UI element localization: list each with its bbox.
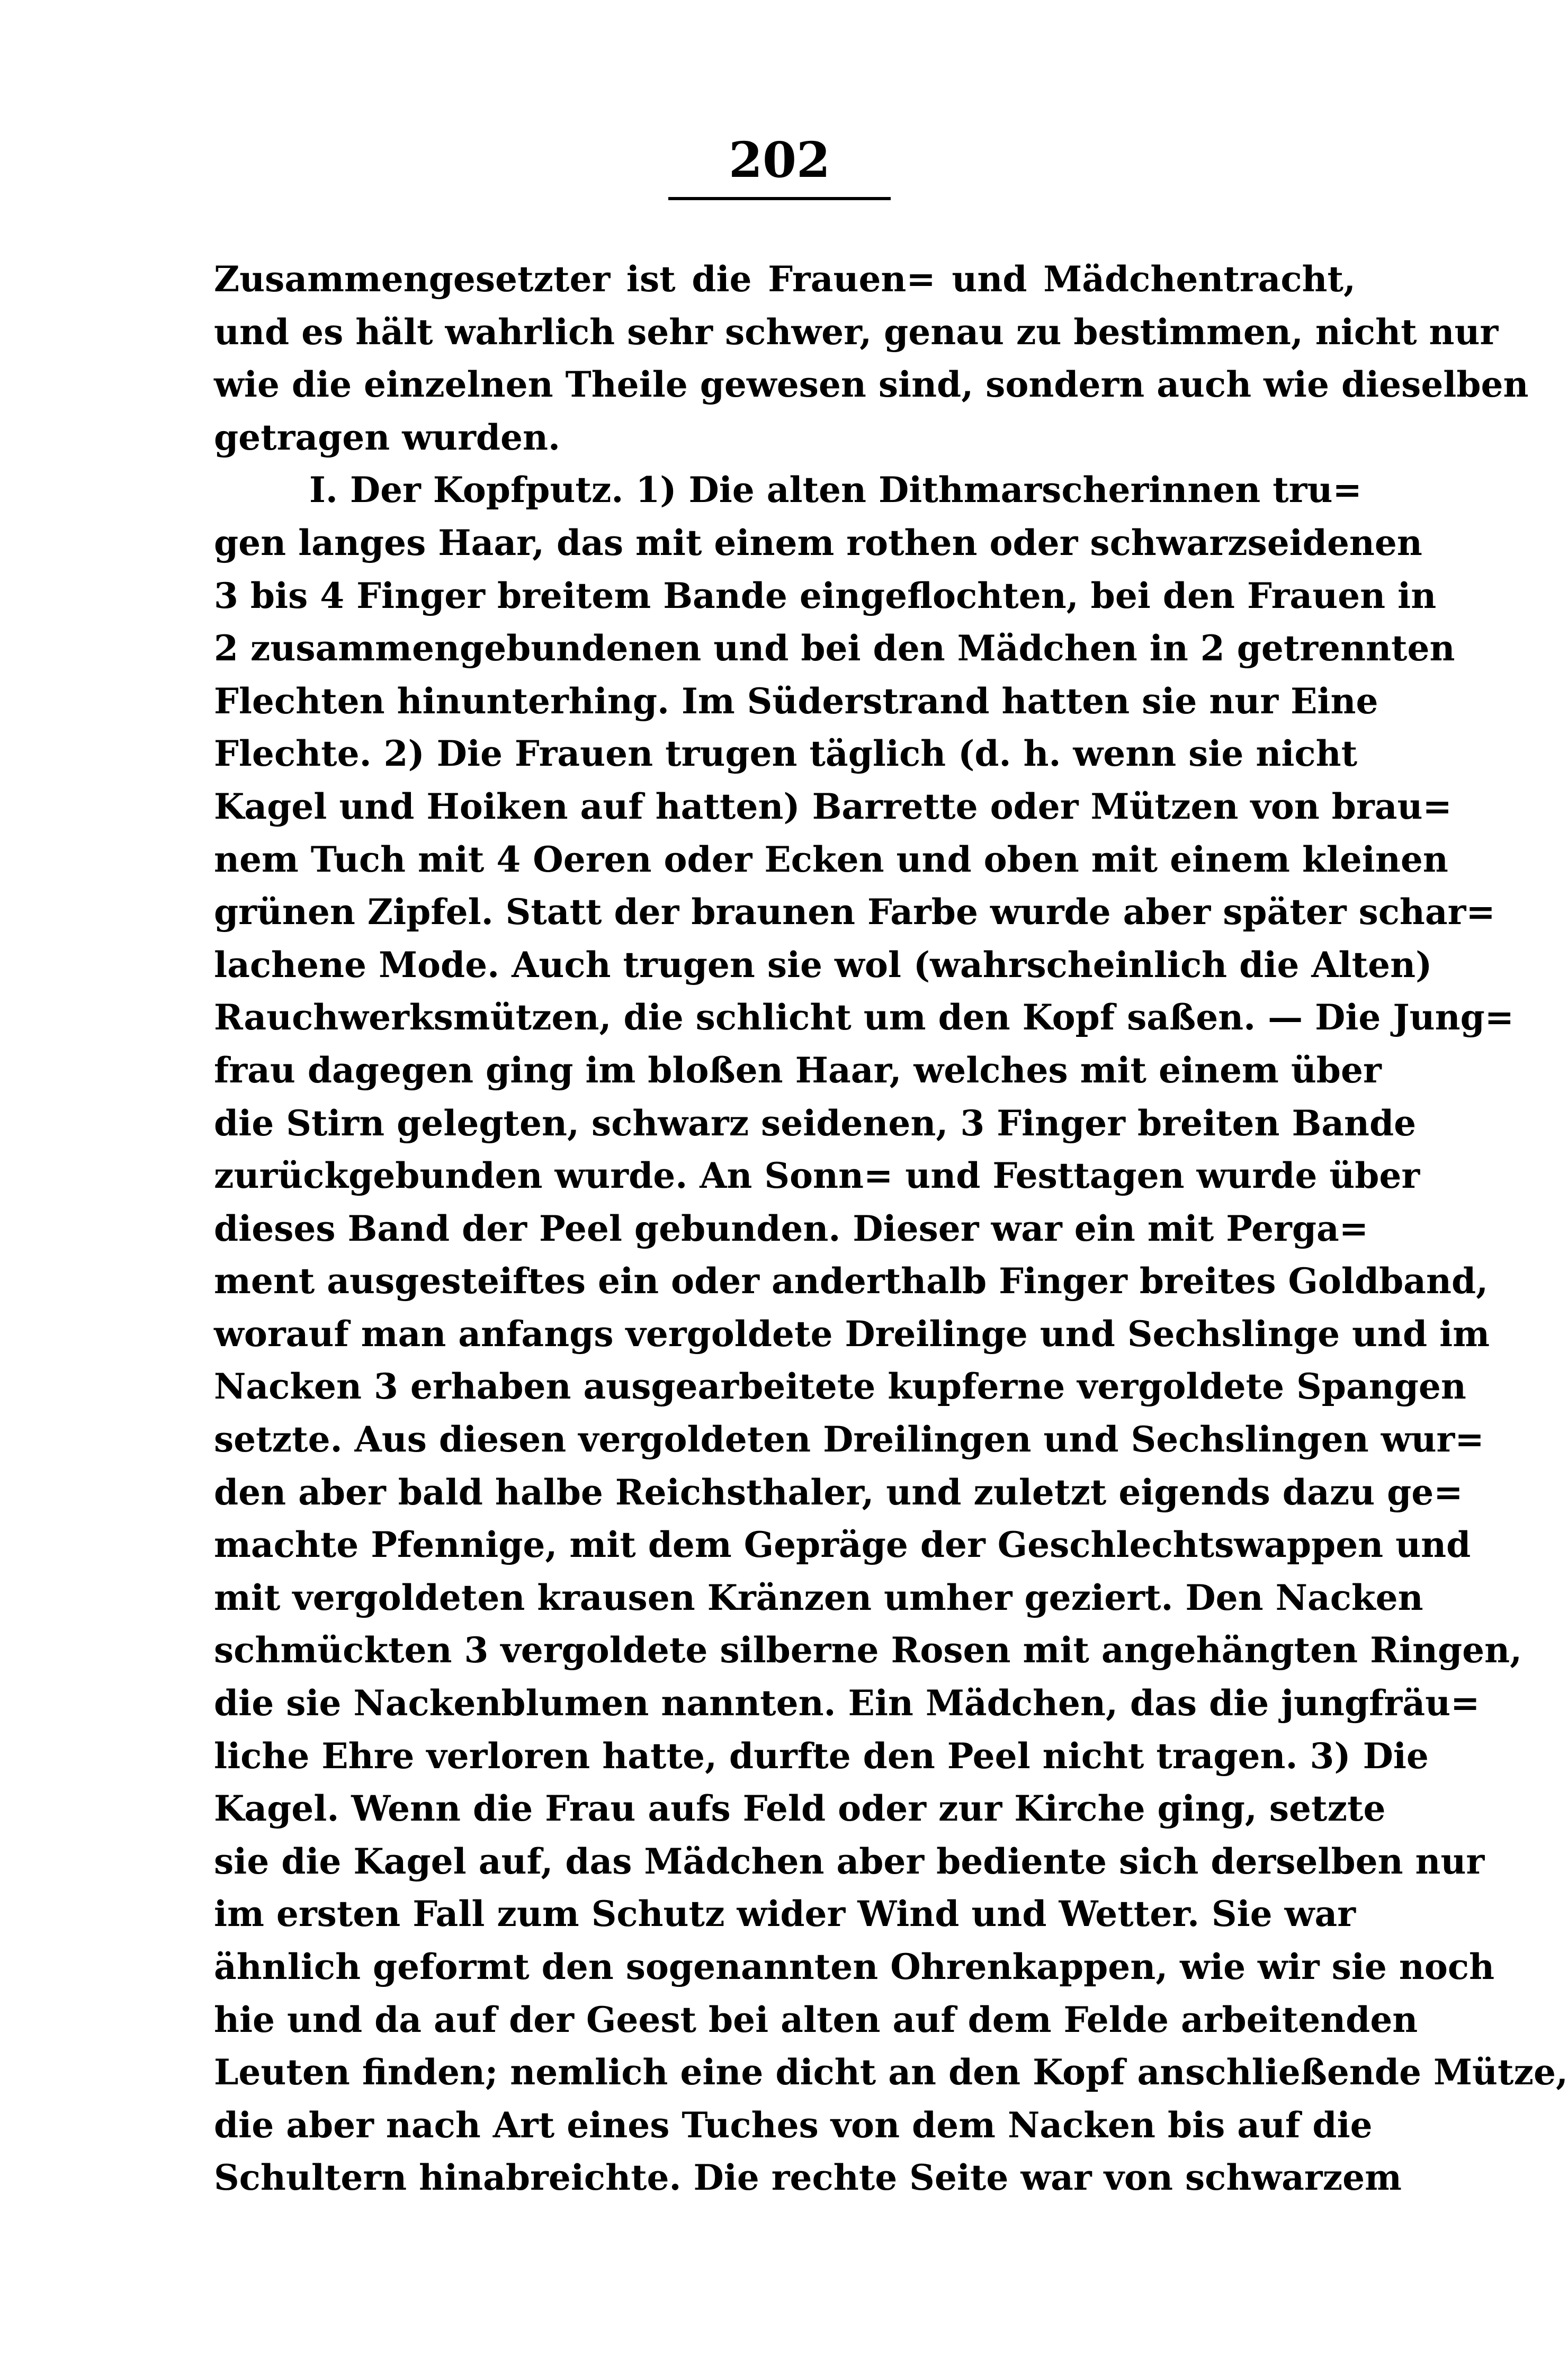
text-line: Kagel und Hoiken auf hatten) Barrette oder Mützen von brau= — [214, 785, 1452, 827]
text-line: worauf man anfangs vergoldete Dreilinge und Sechslinge und im — [214, 1313, 1490, 1355]
text-line: 2 zusammengebundenen und bei den Mädchen in 2 getrennten — [214, 628, 1455, 669]
text-line: die Stirn gelegten, schwarz seidenen, 3 Finger breiten Bande — [214, 1102, 1417, 1144]
text-line: schmückten 3 vergoldete silberne Rosen mit angehängten Ringen, — [214, 1629, 1522, 1671]
text-line: gen langes Haar, das mit einem rothen oder schwarzseidenen — [214, 522, 1422, 563]
text-line: die aber nach Art eines Tuches von dem Nacken bis auf die — [214, 2104, 1373, 2146]
text-line: Nacken 3 erhaben ausgearbeitete kupferne vergoldete Spangen — [214, 1366, 1466, 1408]
page-number: 202 — [728, 131, 831, 189]
text-line: machte Pfennige, mit dem Gepräge der Geschlechtswappen und — [214, 1524, 1471, 1566]
text-line: hie und da auf der Geest bei alten auf dem Felde arbeitenden — [214, 1999, 1418, 2040]
text-line: 3 bis 4 Finger breitem Bande eingeflochten, bei den Frauen in — [214, 575, 1437, 616]
text-line: nem Tuch mit 4 Oeren oder Ecken und oben mit einem kleinen — [214, 838, 1448, 880]
text-line: Flechte. 2) Die Frauen trugen täglich (d. h. wenn sie nicht — [214, 733, 1358, 775]
text-line: den aber bald halbe Reichsthaler, und zuletzt eigends dazu ge= — [214, 1471, 1463, 1513]
text-line: setzte. Aus diesen vergoldeten Dreilingen und Sechslingen wur= — [214, 1419, 1484, 1461]
text-line: grünen Zipfel. Statt der braunen Farbe wurde aber später schar= — [214, 891, 1495, 933]
text-line: Schultern hinabreichte. Die rechte Seite war von schwarzem — [214, 2157, 1402, 2199]
text-line: mit vergoldeten krausen Kränzen umher geziert. Den Nacken — [214, 1576, 1423, 1618]
text-line: im ersten Fall zum Schutz wider Wind und Wetter. Sie war — [214, 1893, 1356, 1935]
text-line: sie die Kagel auf, das Mädchen aber bediente sich derselben nur — [214, 1840, 1485, 1882]
text-line: Kagel. Wenn die Frau aufs Feld oder zur Kirche ging, setzte — [214, 1788, 1386, 1830]
text-line: Flechten hinunterhing. Im Süderstrand hatten sie nur Eine — [214, 680, 1378, 722]
text-line: liche Ehre verloren hatte, durfte den Peel nicht tragen. 3) Die — [214, 1735, 1429, 1777]
body-text — [214, 253, 1568, 2205]
text-line: I. Der Kopfputz. 1) Die alten Dithmarscherinnen tru= — [309, 469, 1362, 511]
text-line: frau dagegen ging im bloßen Haar, welches mit einem über — [214, 1049, 1382, 1091]
text-line: wie die einzelnen Theile gewesen sind, sondern auch wie dieselben — [214, 364, 1529, 406]
text-line: lachene Mode. Auch trugen sie wol (wahrscheinlich die Alten) — [214, 944, 1432, 986]
text-line: Rauchwerksmützen, die schlicht um den Kopf saßen. — Die Jung= — [214, 997, 1515, 1038]
text-line: dieses Band der Peel gebunden. Dieser war ein mit Perga= — [214, 1207, 1369, 1249]
text-line: ähnlich geformt den sogenannten Ohrenkappen, wie wir sie noch — [214, 1946, 1495, 1987]
text-line: Zusammengesetzter ist die Frauen= und Mädchentracht, — [214, 258, 1356, 300]
text-line: und es hält wahrlich sehr schwer, genau zu bestimmen, nicht nur — [214, 311, 1499, 353]
header-rule — [668, 197, 891, 200]
text-line: ment ausgesteiftes ein oder anderthalb Finger breites Goldband, — [214, 1260, 1489, 1302]
text-line: zurückgebunden wurde. An Sonn= und Festtagen wurde über — [214, 1155, 1420, 1197]
text-line: getragen wurden. — [214, 416, 560, 458]
text-line: die sie Nackenblumen nannten. Ein Mädchen, das die jungfräu= — [214, 1682, 1480, 1724]
text-line: Leuten finden; nemlich eine dicht an den Kopf anschließende Mütze, — [214, 2052, 1568, 2093]
